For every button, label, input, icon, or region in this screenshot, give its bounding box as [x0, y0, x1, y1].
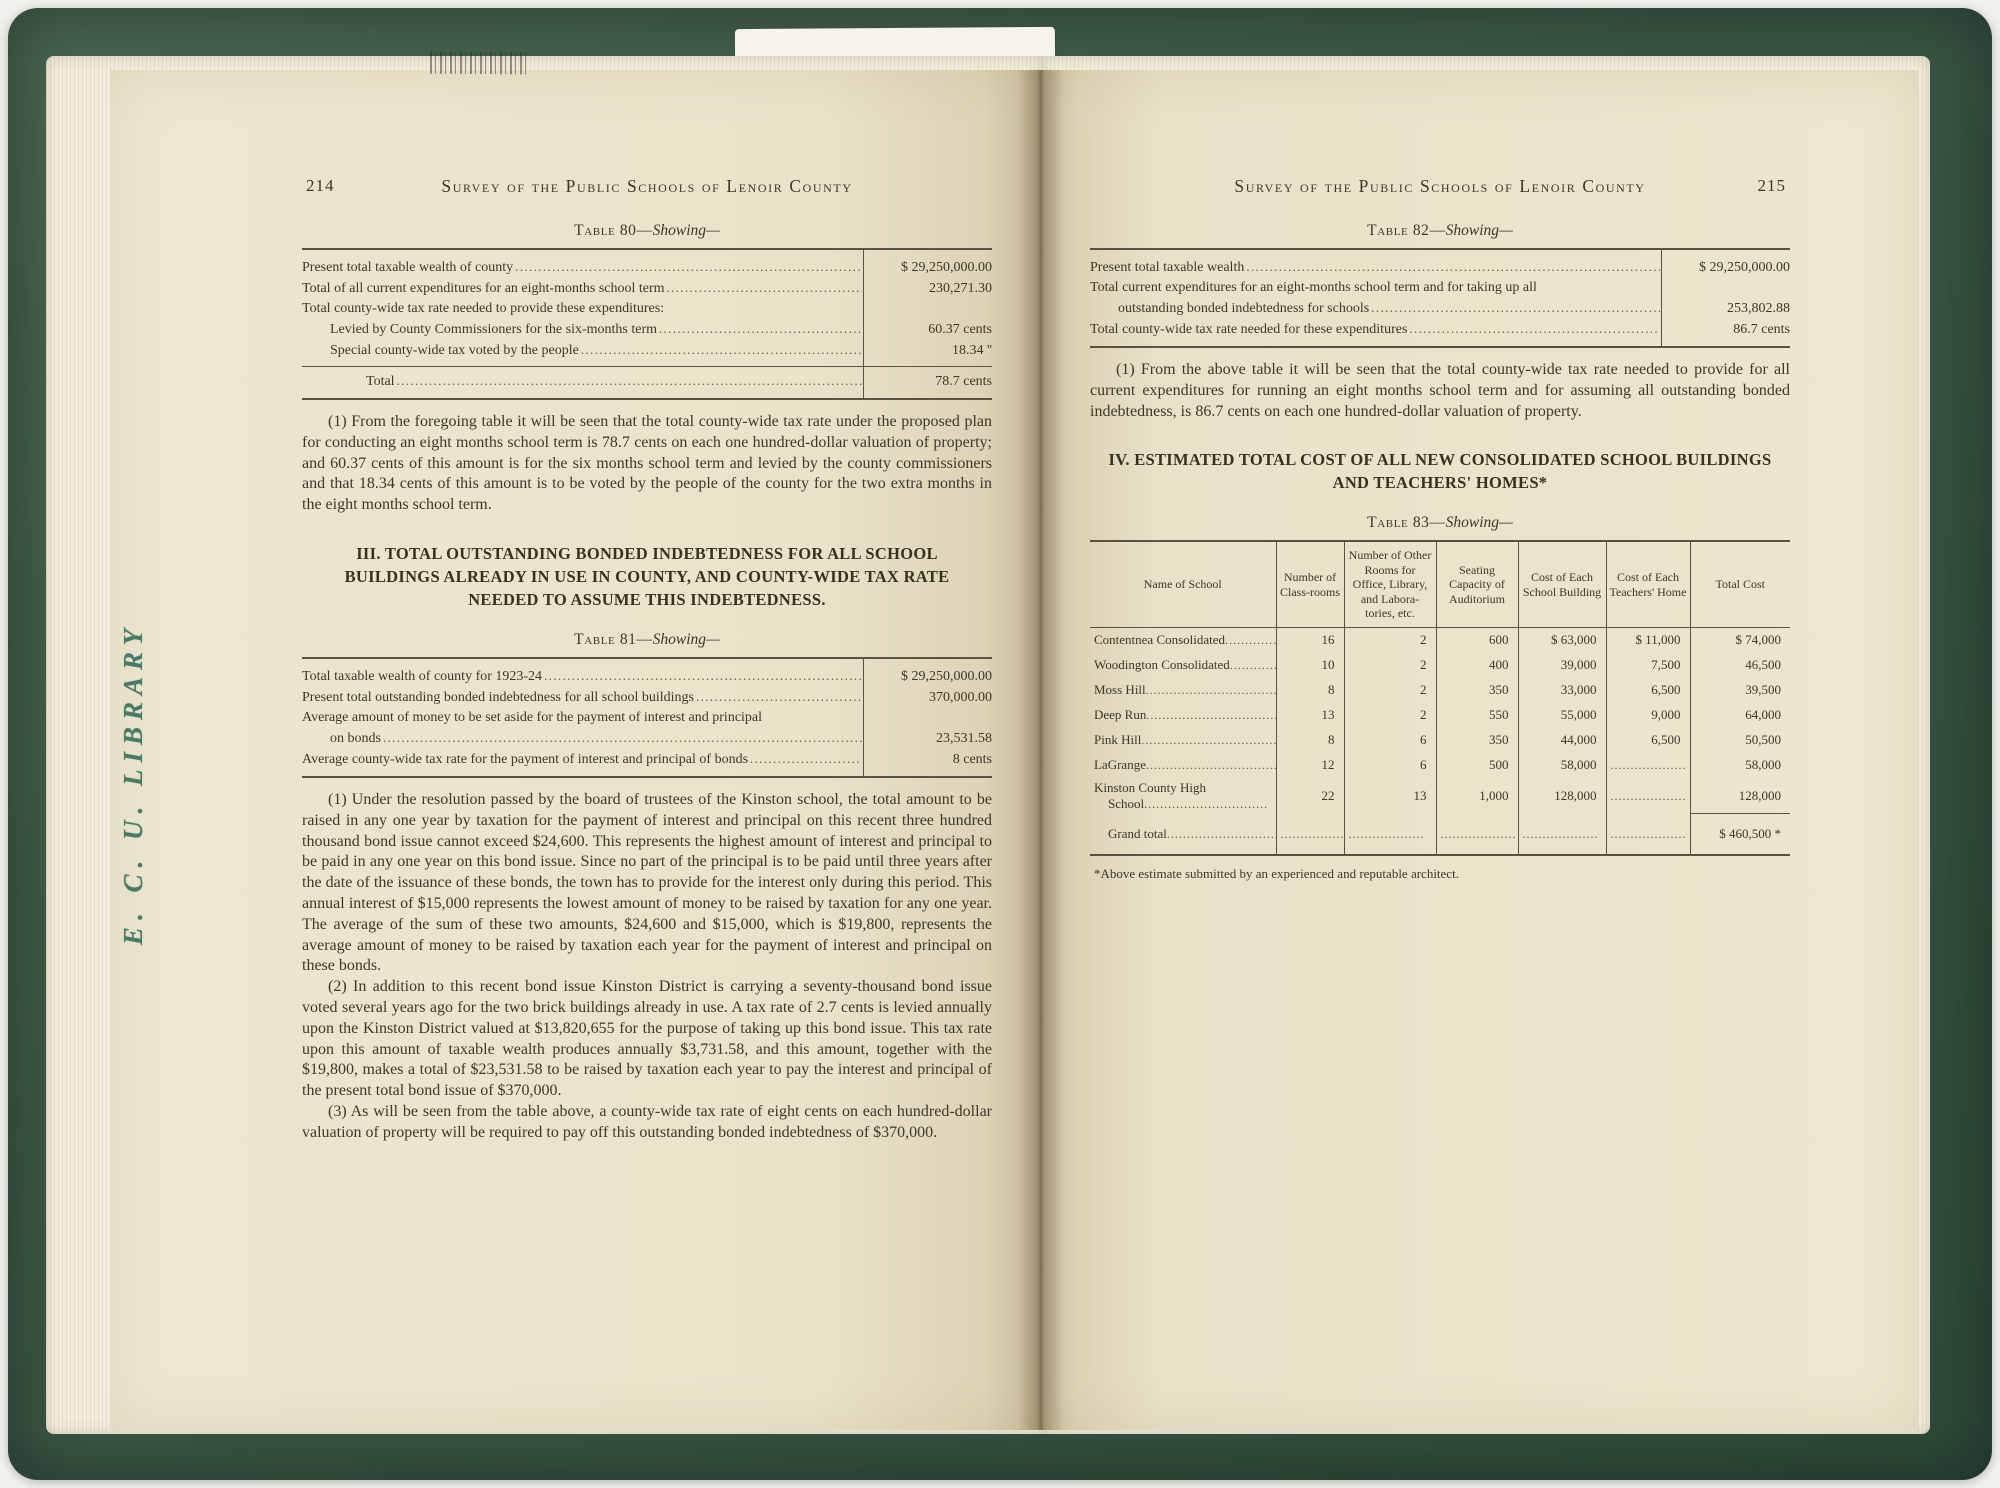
row-value: 86.7 cents	[1733, 322, 1790, 337]
table-80	[302, 248, 992, 400]
dot-leader	[1246, 257, 1660, 278]
dot-leader	[1146, 707, 1276, 722]
table-row	[302, 257, 992, 278]
table-vertical-rule	[1661, 250, 1662, 346]
paragraph: (1) Under the resolution passed by the board of trustees of the Kinston school, the total amount to be raised in any one year by taxation for the payment of interest and principal on this recent three hundred thousand bond issue cannot exceed $24,600. This represents the highest amount of interest and principal to be paid in any one year on this bond issue. Since no part of the principal is to be paid until three years after the date of the issuance of these bonds, the town has to provide for the interest only during this period. This annual interest of $15,000 represents the lowest amount of money to be raised by taxation for any one year. The average of the sum of these two amounts, $24,600 and $15,000, which is $19,800, represents the average amount of money to be raised by taxation each year for the payment of interest and principal on these bonds.	[302, 790, 992, 975]
table-row	[1090, 753, 1790, 778]
cell-other-rooms: 2	[1344, 703, 1436, 728]
col-header-name: Name of School	[1090, 541, 1276, 627]
cell-total-cost: 39,500	[1745, 682, 1781, 698]
table-82-caption	[1090, 222, 1790, 240]
table-row	[1090, 678, 1790, 703]
row-value: $ 29,250,000.00	[1699, 260, 1790, 275]
cell-other-rooms: 6	[1344, 753, 1436, 778]
row-label: Special county-wide tax voted by the people	[330, 343, 579, 358]
cell-building-cost: 44,000	[1518, 728, 1606, 753]
row-label: Total taxable wealth of county for 1923-24	[302, 668, 543, 684]
cell-building-cost: 128,000	[1518, 778, 1606, 814]
school-name: Contentnea Consolidated	[1094, 632, 1226, 648]
dot-leader	[750, 749, 862, 770]
row-label: outstanding bonded indebtedness for schools	[1118, 301, 1370, 316]
dot-leader	[696, 687, 862, 708]
dot-leader	[1371, 298, 1660, 319]
cell-classrooms: 16	[1276, 627, 1344, 653]
running-head: Survey of the Public Schools of Lenoir County	[1234, 176, 1646, 196]
table-row-total	[302, 371, 992, 392]
grand-total-value: $ 460,500	[1719, 826, 1772, 842]
table-81-caption	[302, 631, 992, 649]
cell-building-cost: $ 63,000	[1518, 627, 1606, 653]
grand-total-label: Grand total	[1108, 826, 1167, 842]
row-label: Levied by County Commissioners for the six-months term	[330, 322, 658, 337]
row-label: Average amount of money to be set aside for the payment of interest and principal	[302, 709, 763, 725]
table-header-row	[1090, 541, 1790, 627]
paragraph: (1) From the foregoing table it will be seen that the total county-wide tax rate under the proposed plan for conducting an eight months school term is 78.7 cents on each one hundred-dollar valuation of property; and 60.37 cents of this amount is for the six months school term and levied by the county commissioners and that 18.34 cents of this amount is to be voted by the people of the county for the two extra months in the eight months school term.	[302, 413, 992, 514]
cell-other-rooms: 13	[1344, 778, 1436, 814]
cell-building-cost: 55,000	[1518, 703, 1606, 728]
running-head-row	[1090, 176, 1790, 202]
dot-leader	[1167, 826, 1276, 841]
table-vertical-rule	[863, 659, 864, 776]
cell-other-rooms: 2	[1344, 653, 1436, 678]
page-right	[1040, 70, 1918, 1430]
dot-leader	[581, 340, 862, 361]
cell-home-cost-empty	[1606, 753, 1690, 778]
school-name: Deep Run	[1094, 707, 1147, 723]
cell-empty	[1606, 814, 1690, 856]
table-row	[302, 319, 992, 340]
table-82	[1090, 248, 1790, 348]
cell-classrooms: 8	[1276, 728, 1344, 753]
school-name: Moss Hill	[1094, 682, 1146, 698]
cell-home-cost: 6,500	[1606, 678, 1690, 703]
table-row	[302, 708, 992, 728]
dot-leader	[397, 371, 862, 392]
cell-seating: 600	[1436, 627, 1518, 653]
row-value: $ 29,250,000.00	[901, 668, 992, 684]
cell-total-cost: 64,000	[1745, 707, 1781, 723]
row-value: 60.37 cents	[928, 322, 992, 337]
row-value: 23,531.58	[936, 730, 992, 746]
table-row	[302, 728, 992, 749]
cell-seating: 550	[1436, 703, 1518, 728]
dot-leader	[667, 278, 862, 299]
page-left	[110, 70, 1040, 1430]
cell-classrooms: 8	[1276, 678, 1344, 703]
cell-seating: 350	[1436, 728, 1518, 753]
dot-leader	[1141, 732, 1276, 747]
table-row	[302, 278, 992, 299]
table-row	[1090, 653, 1790, 678]
cell-home-cost: 7,500	[1606, 653, 1690, 678]
dot-leader	[1146, 757, 1276, 772]
dot-leader	[1146, 682, 1276, 697]
cell-classrooms: 22	[1276, 778, 1344, 814]
cell-empty	[1276, 814, 1344, 856]
school-name: Kinston County High	[1094, 779, 1206, 795]
cell-seating: 400	[1436, 653, 1518, 678]
dot-leader	[659, 319, 862, 340]
table-caption-showing: Showing—	[652, 222, 720, 239]
dot-leader	[1230, 657, 1276, 672]
cell-empty	[1518, 814, 1606, 856]
table-row	[1090, 728, 1790, 753]
cell-empty	[1436, 814, 1518, 856]
table-caption-showing: Showing—	[1445, 222, 1513, 239]
table-footnote: *Above estimate submitted by an experienced and reputable architect.	[1094, 866, 1459, 882]
table-83-caption	[1090, 514, 1790, 532]
row-label: Present total outstanding bonded indebtedness for all school buildings	[302, 689, 694, 705]
table-row	[1090, 778, 1790, 814]
section-heading-iii: III. TOTAL OUTSTANDING BONDED INDEBTEDNESS FOR ALL SCHOOL BUILDINGS ALREADY IN USE IN COUNTY, AND COUNTY-WIDE TAX RATE NEEDED TO ASSUME THIS INDEBTEDNESS.	[344, 543, 950, 609]
row-value: 78.7 cents	[935, 374, 992, 389]
col-header-total-cost: Total Cost	[1690, 541, 1790, 627]
school-name: Pink Hill	[1094, 732, 1142, 748]
cell-total-cost: 128,000	[1738, 787, 1781, 803]
table-row	[1090, 627, 1790, 653]
cell-building-cost: 39,000	[1518, 653, 1606, 678]
section-heading-iv: IV. ESTIMATED TOTAL COST OF ALL NEW CONSOLIDATED SCHOOL BUILDINGS AND TEACHERS' HOMES*	[1108, 450, 1772, 493]
dot-leader	[383, 728, 862, 749]
page-number: 215	[1757, 176, 1786, 195]
table-row	[1090, 703, 1790, 728]
cell-other-rooms: 2	[1344, 627, 1436, 653]
table-caption-number: Table 82—	[1367, 222, 1446, 239]
table-83	[1090, 540, 1790, 856]
cell-seating: 500	[1436, 753, 1518, 778]
col-header-other-rooms: Number of Other Rooms for Office, Library, and Labora-tories, etc.	[1344, 541, 1436, 627]
col-header-home-cost: Cost of Each Teachers' Home	[1606, 541, 1690, 627]
table-caption-showing: Showing—	[652, 630, 720, 648]
row-label: Total county-wide tax rate needed for these expenditures	[1090, 322, 1408, 337]
school-name: LaGrange	[1094, 757, 1146, 773]
cell-classrooms: 13	[1276, 703, 1344, 728]
school-name: Woodington Consolidated	[1094, 657, 1230, 673]
dot-leader	[1409, 319, 1660, 340]
col-header-building-cost: Cost of Each School Building	[1518, 541, 1606, 627]
row-label: Present total taxable wealth of county	[302, 260, 514, 275]
table-row	[1090, 257, 1790, 278]
table-81	[302, 657, 992, 778]
row-label: Total	[366, 374, 395, 389]
row-value: 230,271.30	[929, 281, 992, 296]
cell-total-cost: 58,000	[1745, 757, 1781, 773]
row-label: Total current expenditures for an eight-months school term and for taking up all	[1090, 280, 1537, 295]
cell-home-cost: $ 11,000	[1606, 627, 1690, 653]
table-row	[302, 666, 992, 687]
cell-total-cost: $ 74,000	[1735, 632, 1781, 648]
page-left-content	[110, 70, 1040, 1430]
table-row	[1090, 298, 1790, 319]
dot-leader	[544, 666, 862, 687]
grand-total-star: *	[1774, 826, 1781, 842]
cell-home-cost: 9,000	[1606, 703, 1690, 728]
row-value: $ 29,250,000.00	[901, 260, 992, 275]
row-value: 8 cents	[952, 751, 992, 767]
cell-other-rooms: 6	[1344, 728, 1436, 753]
cell-classrooms: 10	[1276, 653, 1344, 678]
cell-home-cost-empty	[1606, 778, 1690, 814]
cell-total-cost: 50,500	[1745, 732, 1781, 748]
table-caption-number: Table 83—	[1367, 514, 1446, 532]
paragraph: (1) From the above table it will be seen that the total county-wide tax rate needed to provide for all current expenditures for running an eight months school term and for assuming all outstanding bonded indebtedness, is 86.7 cents on each one hundred-dollar valuation of property.	[1090, 361, 1790, 420]
table-row	[1090, 278, 1790, 298]
row-value: 253,802.88	[1727, 301, 1790, 316]
table-caption-showing: Showing—	[1445, 514, 1513, 532]
table-vertical-rule	[863, 250, 864, 398]
table-caption-number: Table 81—	[574, 630, 653, 648]
page-number: 214	[306, 176, 335, 195]
paragraph: (3) As will be seen from the table above, a county-wide tax rate of eight cents on each hundred-dollar valuation of property will be required to pay off this outstanding bonded indebtedness of $370,000.	[302, 1102, 992, 1141]
dot-leader	[1225, 632, 1276, 647]
table-row	[302, 687, 992, 708]
grand-total-row	[1090, 814, 1790, 856]
paragraph: (2) In addition to this recent bond issue Kinston District is carrying a seventy-thousand bond issue voted several years ago for the two brick buildings already in use. A tax rate of 2.7 cents is levied annually upon the Kinston District valued at $13,820,655 for the purpose of taking up this bond issue. This tax rate upon this amount of taxable wealth produces annually $3,731.58, and this amount, together with the $19,800, makes a total of $23,531.58 to be raised by taxation each year to pay the interest and principal of the present total bond issue of $370,000.	[302, 978, 992, 1100]
library-stamp: E. C. U. LIBRARY	[118, 622, 148, 946]
row-label: Present total taxable wealth	[1090, 260, 1245, 275]
row-value: 18.34 ''	[951, 343, 992, 358]
row-value: 370,000.00	[929, 689, 992, 705]
table-mid-rule	[302, 366, 992, 367]
table-row	[1090, 319, 1790, 340]
running-head-row	[302, 176, 992, 202]
table-row	[302, 340, 992, 361]
barcode-sticker	[430, 52, 530, 75]
table-row	[302, 749, 992, 770]
cell-seating: 350	[1436, 678, 1518, 703]
table-80-caption	[302, 222, 992, 240]
row-label: on bonds	[330, 730, 381, 746]
col-header-classrooms: Number of Class-rooms	[1276, 541, 1344, 627]
cell-total-cost: 46,500	[1745, 657, 1781, 673]
cell-empty	[1344, 814, 1436, 856]
running-head: Survey of the Public Schools of Lenoir County	[441, 176, 853, 196]
table-caption-number: Table 80—	[574, 222, 653, 239]
school-name-line2: School	[1108, 795, 1145, 811]
cell-classrooms: 12	[1276, 753, 1344, 778]
row-label: Average county-wide tax rate for the payment of interest and principal of bonds	[302, 751, 749, 767]
dot-leader	[1144, 796, 1266, 811]
col-header-seating: Seating Capacity of Auditorium	[1436, 541, 1518, 627]
row-label: Total of all current expenditures for an eight-months school term	[302, 281, 665, 296]
row-label: Total county-wide tax rate needed to provide these expenditures:	[302, 301, 665, 316]
cell-home-cost: 6,500	[1606, 728, 1690, 753]
dot-leader	[515, 257, 862, 278]
table-row	[302, 299, 992, 319]
cell-building-cost: 33,000	[1518, 678, 1606, 703]
cell-seating: 1,000	[1436, 778, 1518, 814]
cell-building-cost: 58,000	[1518, 753, 1606, 778]
cell-other-rooms: 2	[1344, 678, 1436, 703]
page-right-content	[1040, 70, 1918, 1430]
